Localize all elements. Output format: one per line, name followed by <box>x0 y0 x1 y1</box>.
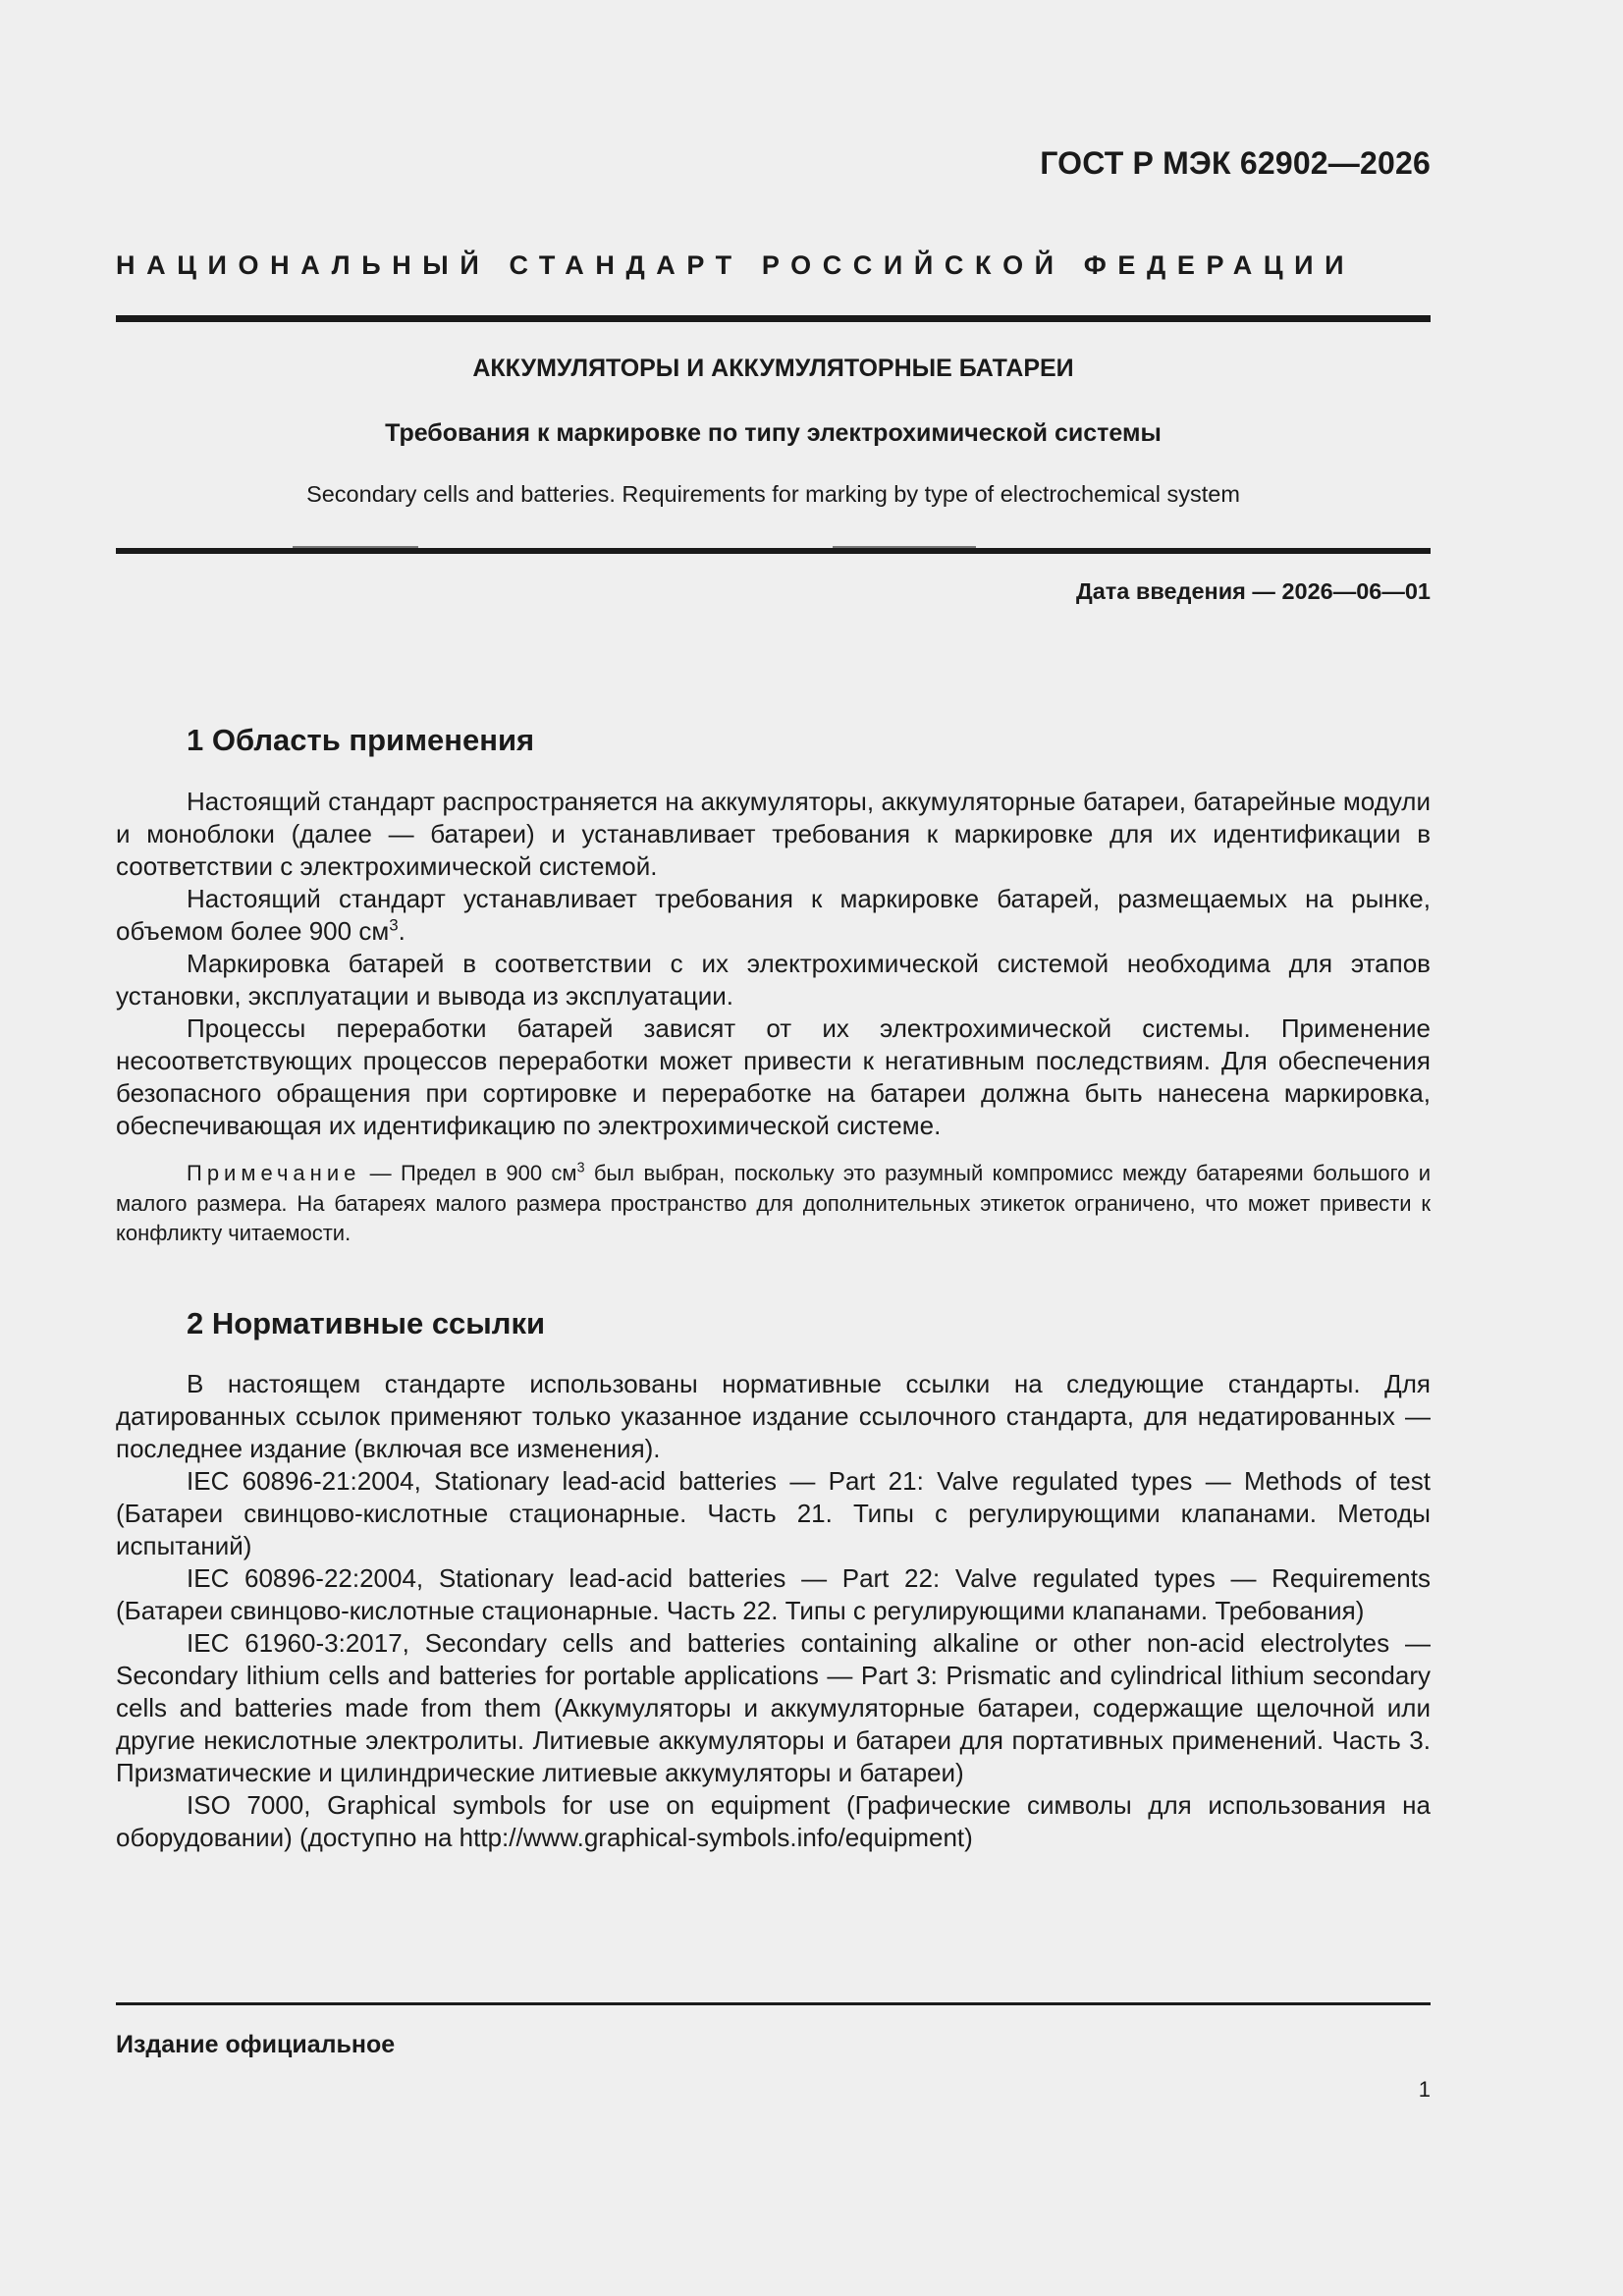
document-subtitle: Требования к маркировке по типу электрохимической системы <box>385 419 1162 447</box>
document-title: АККУМУЛЯТОРЫ И АККУМУЛЯТОРНЫЕ БАТАРЕИ <box>472 355 1074 382</box>
section-scope-body <box>116 786 1431 1142</box>
edition-label: Издание официальное <box>116 2031 396 2058</box>
introduction-date: Дата введения — 2026—06—01 <box>1075 578 1431 604</box>
reference-item: IEC 60896-21:2004, Stationary lead-acid batteries — Part 21: Valve regulated types — Methods of test (Батареи свинцово-кислотные стационарные. Часть 21. Типы с регулирующими клапанами. Методы испытаний) <box>116 1466 1431 1560</box>
paragraph: Настоящий стандарт устанавливает требования к маркировке батарей, размещаемых на рынке, объемом более 900 $см^3$. <box>116 884 1431 946</box>
footer-rule <box>116 2002 1431 2005</box>
paragraph: Процессы переработки батарей зависят от их электрохимической системы. Применение несоответствующих процессов переработки может привести к негативным последствиям. Для обеспечения безопасного обращения при сортировке и переработке на батареи должна быть нанесена маркировка, обеспечивающая их идентификацию по электрохимической системе. <box>116 1013 1431 1140</box>
header-rule-top <box>116 315 1431 322</box>
document-title-english: Secondary cells and batteries. Requirements for marking by type of electrochemical system <box>306 481 1240 507</box>
page-number: 1 <box>1418 2077 1431 2102</box>
section-heading: 1 Область применения <box>187 723 535 757</box>
paragraph: Маркировка батарей в соответствии с их электрохимической системой необходима для этапов установки, эксплуатации и вывода из эксплуатации. <box>116 949 1431 1011</box>
paragraph: Настоящий стандарт распространяется на аккумуляторы, аккумуляторные батареи, батарейные модули и моноблоки (далее — батареи) и устанавливает требования к маркировке для их идентификации в соответствии с электрохимической системой. <box>116 787 1431 881</box>
note: Примечание — Предел в 900 $см^3$ был выбран, поскольку это разумный компромисс между батареями большого и малого размера. На батареях малого размера пространство для дополнительных этикеток ограничено, что может привести к конфликту читаемости. <box>116 1160 1431 1245</box>
section-scope <box>116 723 1431 758</box>
national-standard-banner: НАЦИОНАЛЬНЫЙ СТАНДАРТ РОССИЙСКОЙ ФЕДЕРАЦИИ <box>116 250 1356 280</box>
reference-item: IEC 61960-3:2017, Secondary cells and batteries containing alkaline or other non-acid electrolytes — Secondary lithium cells and batteries for portable applications — Part 3: Prismatic and cylindrical lithium secondary cells and batteries made from them (Аккумуляторы и аккумуляторные батареи, содержащие щелочной или другие некислотные электролиты. Литиевые аккумуляторы и батареи для портативных применений. Часть 3. Призматические и цилиндрические литиевые аккумуляторы и батареи) <box>116 1628 1431 1787</box>
note-label: Примечание <box>187 1161 361 1185</box>
note-block <box>116 1159 1431 1249</box>
standard-number: ГОСТ Р МЭК 62902—2026 <box>1040 145 1431 181</box>
section-references-body <box>116 1368 1431 1854</box>
section-normative-references <box>116 1306 1431 1341</box>
reference-item: ISO 7000, Graphical symbols for use on equipment (Графические символы для использования на оборудовании) (доступно на http://www.graphical-symbols.info/equipment) <box>116 1790 1431 1852</box>
paragraph: В настоящем стандарте использованы нормативные ссылки на следующие стандарты. Для датированных ссылок применяют только указанное издание ссылочного стандарта, для недатированных — последнее издание (включая все изменения). <box>116 1369 1431 1463</box>
section-heading: 2 Нормативные ссылки <box>187 1306 546 1340</box>
reference-item: IEC 60896-22:2004, Stationary lead-acid batteries — Part 22: Valve regulated types — Requirements (Батареи свинцово-кислотные стационарные. Часть 22. Типы с регулирующими клапанами. Требования) <box>116 1563 1431 1625</box>
header-rule-bottom <box>116 548 1431 554</box>
